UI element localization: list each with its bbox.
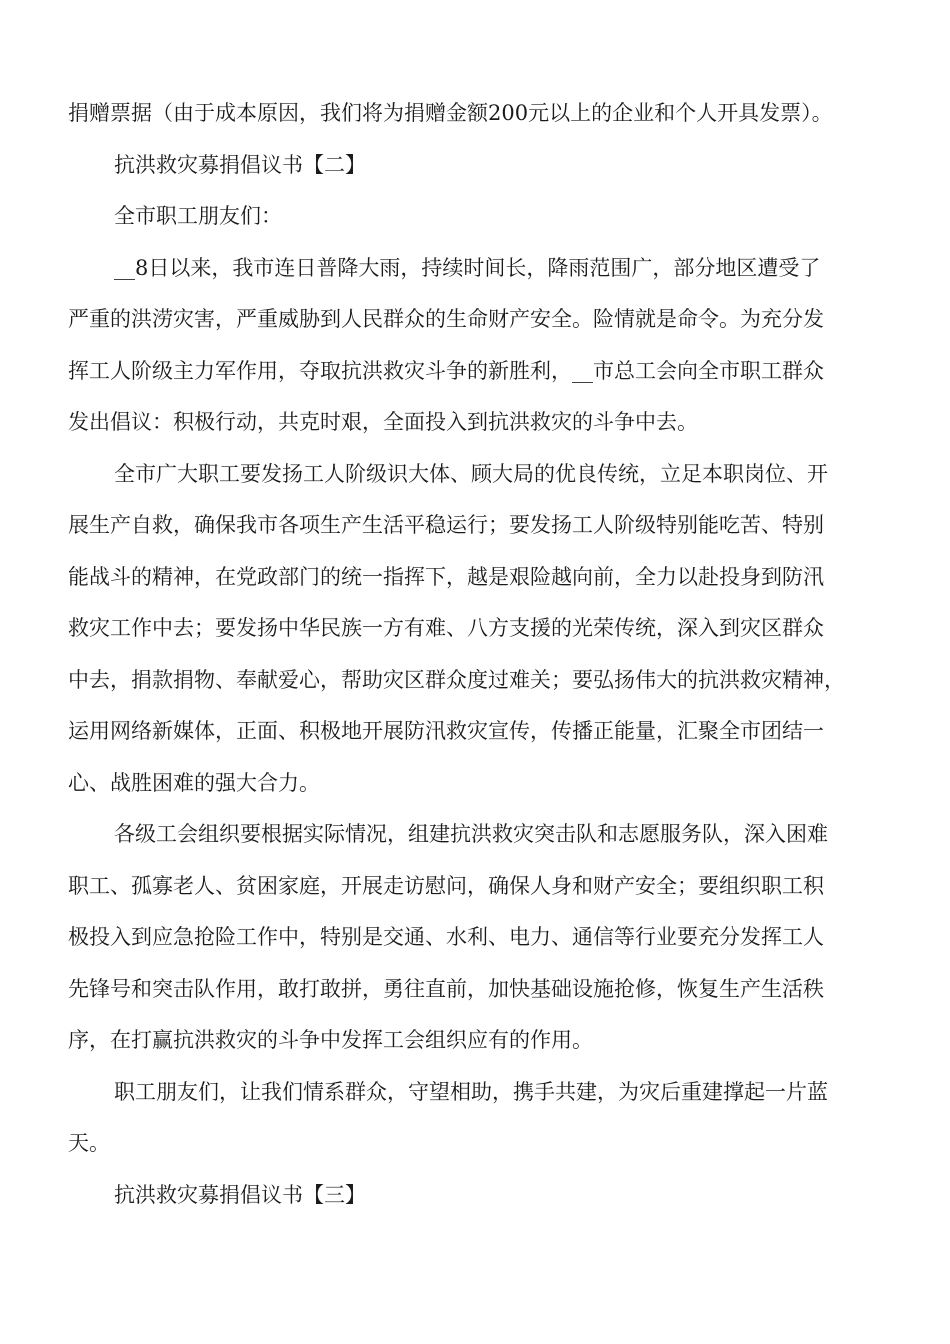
- paragraph-line: 运用网络新媒体，正面、积极地开展防汛救灾宣传，传播正能量，汇聚全市团结一: [68, 719, 824, 743]
- paragraph-line: 心、战胜困难的强大合力。: [68, 770, 320, 795]
- section-heading: 抗洪救灾募捐倡议书【二】: [114, 152, 366, 177]
- document-page: [68, 88, 884, 1221]
- paragraph-line: 中去，捐款捐物、奉献爱心，帮助灾区群众度过难关；要弘扬伟大的抗洪救灾精神，: [68, 667, 845, 692]
- paragraph-line: 展生产自救，确保我市各项生产生活平稳运行；要发扬工人阶级特别能吃苦、特别: [68, 513, 824, 537]
- paragraph-line: 能战斗的精神，在党政部门的统一指挥下，越是艰险越向前，全力以赴投身到防汛: [68, 564, 824, 589]
- paragraph-line: 严重的洪涝灾害，严重威胁到人民群众的生命财产安全。险情就是命令。为充分发: [68, 307, 824, 331]
- paragraph-line: 全市广大职工要发扬工人阶级识大体、顾大局的优良传统，立足本职岗位、开: [114, 461, 828, 486]
- paragraph-line: 各级工会组织要根据实际情况，组建抗洪救灾突击队和志愿服务队，深入困难: [114, 822, 828, 846]
- paragraph-line: 救灾工作中去；要发扬中华民族一方有难、八方支援的光荣传统，深入到灾区群众: [68, 616, 824, 640]
- paragraph-line: 发出倡议：积极行动，共克时艰，全面投入到抗洪救灾的斗争中去。: [68, 410, 698, 434]
- section-heading: 抗洪救灾募捐倡议书【三】: [114, 1182, 366, 1207]
- paragraph-line: 职工、孤寡老人、贫困家庭，开展走访慰问，确保人身和财产安全；要组织职工积: [68, 873, 824, 898]
- text-line: 捐赠票据（由于成本原因，我们将为捐赠金额200元以上的企业和个人开具发票）。: [68, 101, 833, 125]
- paragraph-line: 天。: [68, 1131, 110, 1155]
- salutation: 全市职工朋友们：: [114, 204, 282, 228]
- paragraph-line: 职工朋友们，让我们情系群众，守望相助，携手共建，为灾后重建撑起一片蓝: [114, 1079, 828, 1104]
- paragraph-line: 挥工人阶级主力军作用，夺取抗洪救灾斗争的新胜利，__市总工会向全市职工群众: [68, 358, 824, 383]
- paragraph-line: 极投入到应急抢险工作中，特别是交通、水利、电力、通信等行业要充分发挥工人: [68, 925, 824, 949]
- paragraph-line: __8日以来，我市连日普降大雨，持续时间长，降雨范围广，部分地区遭受了: [114, 255, 821, 280]
- paragraph-line: 序，在打赢抗洪救灾的斗争中发挥工会组织应有的作用。: [68, 1028, 593, 1052]
- paragraph-line: 先锋号和突击队作用，敢打敢拼，勇往直前，加快基础设施抢修，恢复生产生活秩: [68, 976, 824, 1001]
